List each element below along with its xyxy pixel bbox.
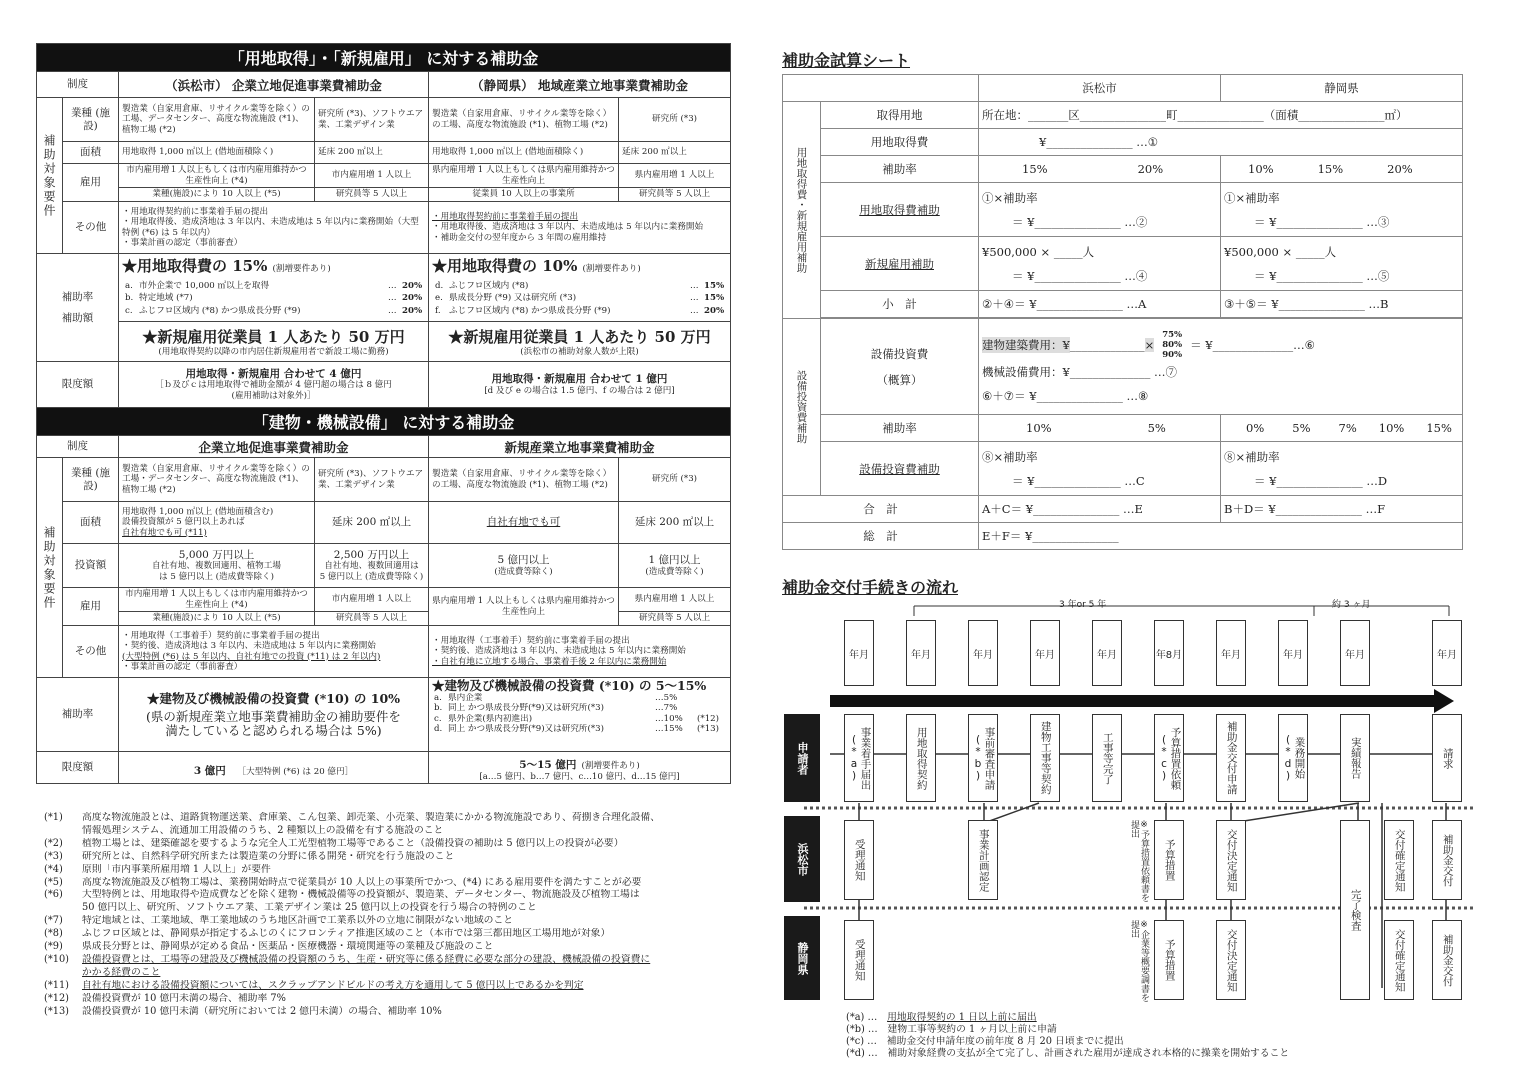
date-box: 年月 bbox=[1030, 620, 1060, 686]
note-line: (*8) ふじフロ区域とは、静岡県が指定するふじのくにフロンティア推進区域のこと（本市では第三都田地区工場用地が対象） bbox=[44, 928, 611, 940]
date-box: 年8月 bbox=[1154, 620, 1184, 686]
cell-sonota2-h: ・用地取得（工事着手）契約前に事業着手届の提出 ・契約後、造成済地は 3 年以内、未造成地は 5 年以内に業務開始 (大型特例 (*6) は 5 年以内、自社有地での投資 (*11) は 2 年以内) ・事業計画の認定（事前審査） bbox=[119, 626, 429, 678]
ritsu-row-label: 補助率 bbox=[821, 156, 979, 183]
shizuoka-header-2: 新規産業立地事業費補助金 bbox=[429, 436, 731, 458]
cell-koyo-s1b: 従業員 10 人以上の事業所 bbox=[429, 188, 619, 202]
section1-label: 用地取得費・新規雇用補助 bbox=[795, 147, 808, 273]
shizu-kofu-kakutei: 交付確定通知 bbox=[1384, 920, 1414, 1000]
menseki-label-2: 面積 bbox=[63, 502, 119, 544]
cell-koyo2-s1: 県内雇用増 1 人以上もしくは県内雇用維持かつ生産性向上 bbox=[429, 588, 619, 626]
date-box: 年月 bbox=[1278, 620, 1308, 686]
hi-label: 用地取得費 bbox=[821, 129, 979, 156]
step-chakushu: 事業着手届出(*a) bbox=[844, 714, 874, 802]
cell-sonota-s: ・用地取得契約前に事業着手届の提出 ・用地取得後、造成済地は 3 年以内、未造成地は 5 年以内に業務開始 ・補助金交付の翌年度から 3 年間の雇用維持 bbox=[429, 202, 731, 254]
grand-total[interactable]: E＋F＝ ¥_______________ bbox=[979, 523, 1463, 550]
note-line: (*12) 設備投資費が 10 億円未満の場合、補助率 7% bbox=[44, 992, 286, 1004]
note-yosan-irai: ※予算措置依頼書を提出 bbox=[1129, 820, 1149, 902]
row-label-applicant: 申請者 bbox=[784, 714, 820, 802]
row-label-hamamatsu: 浜松市 bbox=[784, 816, 820, 902]
yochi-hojo-label: 用地取得費補助 bbox=[821, 183, 979, 237]
cell-toshi-s2: 1 億円以上 (造成費等除く) bbox=[619, 544, 731, 588]
cell-menseki2-h2: 延床 200 ㎡以上 bbox=[315, 502, 429, 544]
flow-note: (*c) … 補助金交付申請年度の前年度 8 月 20 日頃までに提出 bbox=[846, 1036, 1124, 1047]
shizu-kofu-kettei: 交付決定通知 bbox=[1216, 920, 1246, 1000]
span-3or5: 3 年or 5 年 bbox=[1059, 600, 1107, 610]
flow-note: (*d) … 補助対象経費の支払が全て完了し、計画された雇用が達成され本格的に操業を開始すること bbox=[846, 1048, 1290, 1059]
cell-menseki-s2: 延床 200 ㎡以上 bbox=[619, 142, 731, 164]
cell-sonota-h: ・用地取得契約前に事業着手届の提出 ・用地取得後、造成済地は 3 年以内、未造成地は 5 年以内に業務開始（大型特例 (*6) は 5 年以内） ・事業計画の認定（事前審査） bbox=[119, 202, 429, 254]
cell-sonota2-s: ・用地取得（工事着手）契約前に事業着手届の提出 ・契約後、造成済地は 3 年以内、未造成地は 5 年以内に業務開始 ・自社有地に立地する場合、事業着手後 2 年以内に業務開始 bbox=[429, 626, 731, 678]
hama-yosan: 予算措置 bbox=[1154, 820, 1184, 900]
hi-field[interactable]: ¥_______________ …① bbox=[979, 129, 1221, 156]
note-line: (*1) 高度な物流施設とは、道路貨物運送業、倉庫業、こん包業、卸売業、小売業、製造業にかかる物流施設であり、荷捌き合理化設備、 bbox=[44, 812, 661, 823]
koyo-label-2: 雇用 bbox=[63, 588, 119, 626]
cell-menseki2-s1: 自社有地でも可 bbox=[429, 502, 619, 544]
hama-kanryo-kensa: 完了検査 bbox=[1340, 820, 1370, 1000]
step-seikyu: 請求 bbox=[1432, 714, 1462, 802]
cell-koyo2-s2b: 研究員等 5 人以上 bbox=[619, 612, 731, 626]
shizuoka-header: （静岡県） 地域産業立地事業費補助金 bbox=[429, 72, 731, 98]
total-h[interactable]: A＋C＝ ¥_______________ …E bbox=[979, 496, 1221, 523]
shizu-kofu: 補助金交付 bbox=[1432, 920, 1462, 1000]
ritsu2-label: 補助率 bbox=[821, 415, 979, 442]
cell-koyo2-h2b: 研究員等 5 人以上 bbox=[315, 612, 429, 626]
note-line: (*6) 大型特例とは、用地取得や造成費などを除く建物・機械設備等の投資額が、製造業、データセンター、物流施設及び植物工場は bbox=[44, 889, 640, 901]
cell-emp-h: ★新規雇用従業員 1 人あたり 50 万円 (用地取得契約以降の市内居住新規雇用者で新設工場に勤務) bbox=[119, 322, 429, 362]
cell-toshi-h1: 5,000 万円以上 自社有地、複数回適用、植物工場 は 5 億円以上 (造成費等除く) bbox=[119, 544, 315, 588]
flow-note: (*b) … 建物工事等契約の 1 ヶ月以上前に申請 bbox=[846, 1024, 1057, 1035]
cell-koyo2-s2a: 県内雇用増 1 人以上 bbox=[619, 588, 731, 612]
subsidy-table bbox=[36, 43, 730, 784]
step-yosan-irai: 予算措置依頼(*c) bbox=[1154, 714, 1184, 802]
koyo-label: 雇用 bbox=[63, 164, 119, 202]
cell-koyo2-h2a: 市内雇用増 1 人以上 bbox=[315, 588, 429, 612]
note-line: (*7) 特定地域とは、工業地域、準工業地域のうち地区計画で工業系以外の立地に制限がない地域のこと bbox=[44, 915, 514, 927]
cell-koyo-s2a: 県内雇用増 1 人以上 bbox=[619, 164, 731, 188]
cell-menseki-h2: 延床 200 ㎡以上 bbox=[315, 142, 429, 164]
row-label-shizuoka: 静岡県 bbox=[784, 916, 820, 1000]
cell-gyoshu-h1: 製造業（自家用倉庫、リサイクル業等を除く）の工場、データセンター、高度な物流施設 (*1)、植物工場 (*2) bbox=[119, 98, 315, 142]
note-line: (*4) 原則「市内事業所雇用増 1 人以上」が要件 bbox=[44, 863, 271, 875]
gyoshu-label: 業種 (施設) bbox=[63, 98, 119, 142]
subtotal-h[interactable]: ②＋④＝ ¥_______________ …A bbox=[979, 291, 1221, 318]
cell-koyo-s2b: 研究員等 5 人以上 bbox=[619, 188, 731, 202]
step-koji-keiyaku: 建物工事等契約 bbox=[1030, 714, 1060, 802]
note-line: かかる経費のこと bbox=[82, 966, 161, 978]
cell-koyo-s1a: 県内雇用増 1 人以上もしくは県内雇用維持かつ生産性向上 bbox=[429, 164, 619, 188]
cell-menseki-h1: 用地取得 1,000 ㎡以上 (借地面積除く) bbox=[119, 142, 315, 164]
cell-koyo-h1a: 市内雇用増１人以上もしくは市内雇用維持かつ生産性向上 (*4) bbox=[119, 164, 315, 188]
shizu-juri: 受理通知 bbox=[844, 920, 874, 1000]
gyoshu-label-2: 業種 (施設) bbox=[63, 458, 119, 502]
span-3months: 約 3 ヶ月 bbox=[1332, 600, 1371, 610]
ritsu-label: 補助率 補助額 bbox=[37, 254, 119, 362]
cell-menseki-s1: 用地取得 1,000 ㎡以上 (借地面積除く) bbox=[429, 142, 619, 164]
seido-label: 制度 bbox=[37, 72, 119, 98]
section-title-land: 「用地取得」・「新規雇用」 に対する補助金 bbox=[37, 44, 731, 72]
cell-koyo-h2a: 市内雇用増 1 人以上 bbox=[315, 164, 429, 188]
step-yochi-keiyaku: 用地取得契約 bbox=[906, 714, 936, 802]
date-box: 年月 bbox=[1432, 620, 1462, 686]
cell-gyoshu-s2: 研究所 (*3) bbox=[619, 98, 731, 142]
gokei-label: 合 計 bbox=[783, 496, 979, 523]
hama-kofu-kettei: 交付決定通知 bbox=[1216, 820, 1246, 900]
ritsu2-h: 10% 5% bbox=[979, 415, 1221, 442]
cell-koyo-h2b: 研究員等 5 人以上 bbox=[315, 188, 429, 202]
note-line: 50 億円以上、研究所、ソフトウエア業、工業デザイン業は 25 億円以上の投資を行う場合の特例のこと bbox=[82, 902, 537, 914]
shinki-h[interactable]: ¥500,000 × _____人 ＝ ¥_______________ …④ bbox=[979, 237, 1221, 291]
note-line: (*11) 自社有地における設備投資額については、スクラップアンドビルドの考え方を適用して 5 億円以上であるかを判定 bbox=[44, 979, 584, 991]
note-line: (*10) 設備投資費とは、工場等の建設及び機械設備の投資額のうち、生産・研究等に係る経費に必要な部分の建設、機械設備の投資費に bbox=[44, 953, 651, 965]
address-row[interactable]: 所在地：_______区_______________町_______________（面積_______________㎡） bbox=[979, 102, 1463, 129]
cell-ritsu-h: ★用地取得費の 15% (割増要件あり) a. 市外企業で 10,000 ㎡以上を取得 … 20% b. 特定地域 (*7) … 20% c. ふじフロ区域内 (*8) かつ県成長分野 (*9) … 20% bbox=[119, 254, 429, 322]
toshi-label: 投資額 bbox=[63, 544, 119, 588]
ritsu-s: 10% 15% 20% bbox=[1221, 156, 1463, 183]
section2-label: 設備投資費補助 bbox=[795, 370, 808, 444]
note-kigyo-gaiyo: ※企業等概要調書を提出 bbox=[1129, 920, 1149, 1002]
ritsu-label-2: 補助率 bbox=[37, 678, 119, 752]
shinki-s[interactable]: ¥500,000 × _____人 ＝ ¥_______________ …⑤ bbox=[1221, 237, 1463, 291]
cell-koyo2-h1b: 業種(施設)により 10 人以上 (*5) bbox=[119, 612, 315, 626]
cell-limit-h: 用地取得・新規雇用 合わせて 4 億円 ［ｂ及びｃは用地取得で補助金額が 4 億円超の場合は 8 億円 (雇用補助は対象外)］ bbox=[119, 362, 429, 408]
cell-gyoshu2-s1: 製造業（自家用倉庫、リサイクル業等を除く）の工場、高度な物流施設 (*1)、植物工場 (*2) bbox=[429, 458, 619, 502]
hama-juri: 受理通知 bbox=[844, 820, 874, 900]
footnotes bbox=[44, 812, 764, 1019]
cell-toshi-h2: 2,500 万円以上 自社有地、複数回適用は 5 億円以上 (造成費等除く) bbox=[315, 544, 429, 588]
date-box: 年月 bbox=[968, 620, 998, 686]
cell-limit2-h: 3 億円 ［大型特例 (*6) は 20 億円］ bbox=[119, 752, 429, 784]
calc-sheet bbox=[782, 74, 1462, 550]
yoken-label: 補助対象要件 bbox=[42, 133, 56, 218]
cell-toshi-s1: 5 億円以上 (造成費等除く) bbox=[429, 544, 619, 588]
setsubi-field[interactable]: 建物建築費用：¥ _____________ × 75% 80% 90% ＝ ¥ ______________ …⑥ 機械設備費用：¥______________ …⑦ ⑥＋⑦＝ ¥_______________ …⑧ bbox=[979, 319, 1463, 415]
sonota-label: その他 bbox=[63, 202, 119, 254]
note-line: (*9) 県成長分野とは、静岡県が定める食品・医薬品・医療機器・環境関連等の業種及び施設のこと bbox=[44, 941, 494, 953]
shinki-label: 新規雇用補助 bbox=[821, 237, 979, 291]
total-s[interactable]: B＋D＝ ¥_______________ …F bbox=[1221, 496, 1463, 523]
menseki-label: 面積 bbox=[63, 142, 119, 164]
subtotal-s[interactable]: ③＋⑤＝ ¥_______________ …B bbox=[1221, 291, 1463, 318]
setsubi-hojo-label: 設備投資費補助 bbox=[821, 442, 979, 496]
sheet-title: 補助金試算シート bbox=[782, 51, 911, 70]
ritsu2-s: 0% 5% 7% 10% 15% bbox=[1221, 415, 1463, 442]
note-line: (*13) 設備投資費が 10 億円未満（研究所においては 2 億円未満）の場合、補助率 10% bbox=[44, 1005, 442, 1017]
date-box: 年月 bbox=[1340, 620, 1370, 686]
step-koji-kanryo: 工事等完了 bbox=[1092, 714, 1122, 802]
note-line: (*2) 植物工場とは、建築確認を要するような完全人工光型植物工場等であること（設備投資の補助は 5 億円以上の投資が必要） bbox=[44, 837, 624, 849]
note-line: 情報処理システム、流通加工用設備のうち、2 種類以上の設備を有する施設のこと bbox=[82, 824, 444, 836]
soukei-label: 総 計 bbox=[783, 523, 979, 550]
col-shizuoka: 静岡県 bbox=[1221, 75, 1463, 102]
seido-label-2: 制度 bbox=[37, 436, 119, 458]
shokei-label: 小 計 bbox=[821, 291, 979, 318]
cell-ritsu2-s: ★建物及び機械設備の投資費 (*10) の 5～15% a. 県内企業 …5% b. 同上 かつ県成長分野(*9)又は研究所(*3) …7% c. 県外企業(県内初進出) …10% (*12) d. 同上 かつ県成長分野(*9)又は研究所(*3) …15% (*13) bbox=[429, 678, 731, 752]
timeline-arrow bbox=[830, 689, 1454, 713]
flow-footnotes bbox=[846, 1012, 1486, 1060]
step-jisseki: 実績報告 bbox=[1340, 714, 1370, 802]
sonota-label-2: その他 bbox=[63, 626, 119, 678]
step-kofu-shinsei: 補助金交付申請 bbox=[1216, 714, 1246, 802]
step-jizen-shinsa: 事前審査申請(*b) bbox=[968, 714, 998, 802]
step-gyomu-kaishi: 業務開始(*d) bbox=[1278, 714, 1308, 802]
ritsu-h: 15% 20% bbox=[979, 156, 1221, 183]
col-hamamatsu: 浜松市 bbox=[979, 75, 1221, 102]
gendo-label-2: 限度額 bbox=[37, 752, 119, 784]
hama-kofu-kakutei: 交付確定通知 bbox=[1384, 820, 1414, 900]
note-line: (*5) 高度な物流施設及び植物工場は、業務開始時点で従業員が 10 人以上の事業所でかつ、(*4) にある雇用要件を満たすことが必要 bbox=[44, 876, 642, 888]
note-line: (*3) 研究所とは、自然科学研究所または製造業の分野に係る開発・研究を行う施設のこと bbox=[44, 850, 455, 862]
cell-gyoshu2-h1: 製造業（自家用倉庫、リサイクル業等を除く）の工場・データセンター、高度な物流施設 (*1)、植物工場 (*2) bbox=[119, 458, 315, 502]
flow-title: 補助金交付手続きの流れ bbox=[782, 578, 959, 597]
section-title-building: 「建物・機械設備」 に対する補助金 bbox=[37, 408, 731, 436]
cell-limit-s: 用地取得・新規雇用 合わせて 1 億円 [d 及び e の場合は 1.5 億円、f の場合は 2 億円] bbox=[429, 362, 731, 408]
cell-emp-s: ★新規雇用従業員 1 人あたり 50 万円 (浜松市の補助対象人数が上限) bbox=[429, 322, 731, 362]
hamamatsu-header: （浜松市） 企業立地促進事業費補助金 bbox=[119, 72, 429, 98]
shutoku-label: 取得用地 bbox=[821, 102, 979, 129]
setsubi-hojo-s[interactable]: ⑧×補助率 ＝ ¥_______________ …D bbox=[1221, 442, 1463, 496]
date-box: 年月 bbox=[844, 620, 874, 686]
cell-menseki2-s2: 延床 200 ㎡以上 bbox=[619, 502, 731, 544]
cell-limit2-s: 5～15 億円 (割増要件あり) [a…5 億円、b…7 億円、c…10 億円、d…15 億円] bbox=[429, 752, 731, 784]
date-box: 年月 bbox=[1092, 620, 1122, 686]
setsubi-hojo-h[interactable]: ⑧×補助率 ＝ ¥_______________ …C bbox=[979, 442, 1221, 496]
shizu-yosan: 予算措置 bbox=[1154, 920, 1184, 1000]
yochi-hojo-s[interactable]: ①×補助率 ＝ ¥_______________ …③ bbox=[1221, 183, 1463, 237]
yochi-hojo-h[interactable]: ①×補助率 ＝ ¥_______________ …② bbox=[979, 183, 1221, 237]
cell-menseki2-h1: 用地取得 1,000 ㎡以上 (借地面積含む) 設備投資額が 5 億円以上あれば 自社有地でも可 (*11) bbox=[119, 502, 315, 544]
hamamatsu-header-2: 企業立地促進事業費補助金 bbox=[119, 436, 429, 458]
cell-koyo2-h1a: 市内雇用増 1 人以上もしくは市内雇用維持かつ生産性向上 (*4) bbox=[119, 588, 315, 612]
hama-nintei: 事業計画認定 bbox=[968, 820, 998, 900]
cell-ritsu2-h: ★建物及び機械設備の投資費 (*10) の 10% (県の新規産業立地事業費補助金の補助要件を 満たしていると認められる場合は 5%) bbox=[119, 678, 429, 752]
setsubi-label: 設備投資費 （概算） bbox=[821, 319, 979, 415]
cell-ritsu-s: ★用地取得費の 10% (割増要件あり) d. ふじフロ区域内 (*8) … 15% e. 県成長分野 (*9) 又は研究所 (*3) … 15% f. ふじフロ区域内 (*8) かつ県成長分野 (*9) … 20% bbox=[429, 254, 731, 322]
hama-kofu: 補助金交付 bbox=[1432, 820, 1462, 900]
cell-gyoshu-s1: 製造業（自家用倉庫、リサイクル業等を除く）の工場、高度な物流施設 (*1)、植物工場 (*2) bbox=[429, 98, 619, 142]
cell-gyoshu2-h2: 研究所 (*3)、ソフトウエア業、工業デザイン業 bbox=[315, 458, 429, 502]
date-box: 年月 bbox=[906, 620, 936, 686]
flow-diagram bbox=[784, 598, 1474, 1013]
flow-note: (*a) … 用地取得契約の 1 日以上前に届出 bbox=[846, 1012, 1037, 1023]
cell-koyo-h1b: 業種(施設)により 10 人以上 (*5) bbox=[119, 188, 315, 202]
yoken-label-2: 補助対象要件 bbox=[42, 525, 56, 610]
gendo-label: 限度額 bbox=[37, 362, 119, 408]
date-box: 年月 bbox=[1216, 620, 1246, 686]
cell-gyoshu-h2: 研究所 (*3)、ソフトウエア業、工業デザイン業 bbox=[315, 98, 429, 142]
cell-gyoshu2-s2: 研究所 (*3) bbox=[619, 458, 731, 502]
